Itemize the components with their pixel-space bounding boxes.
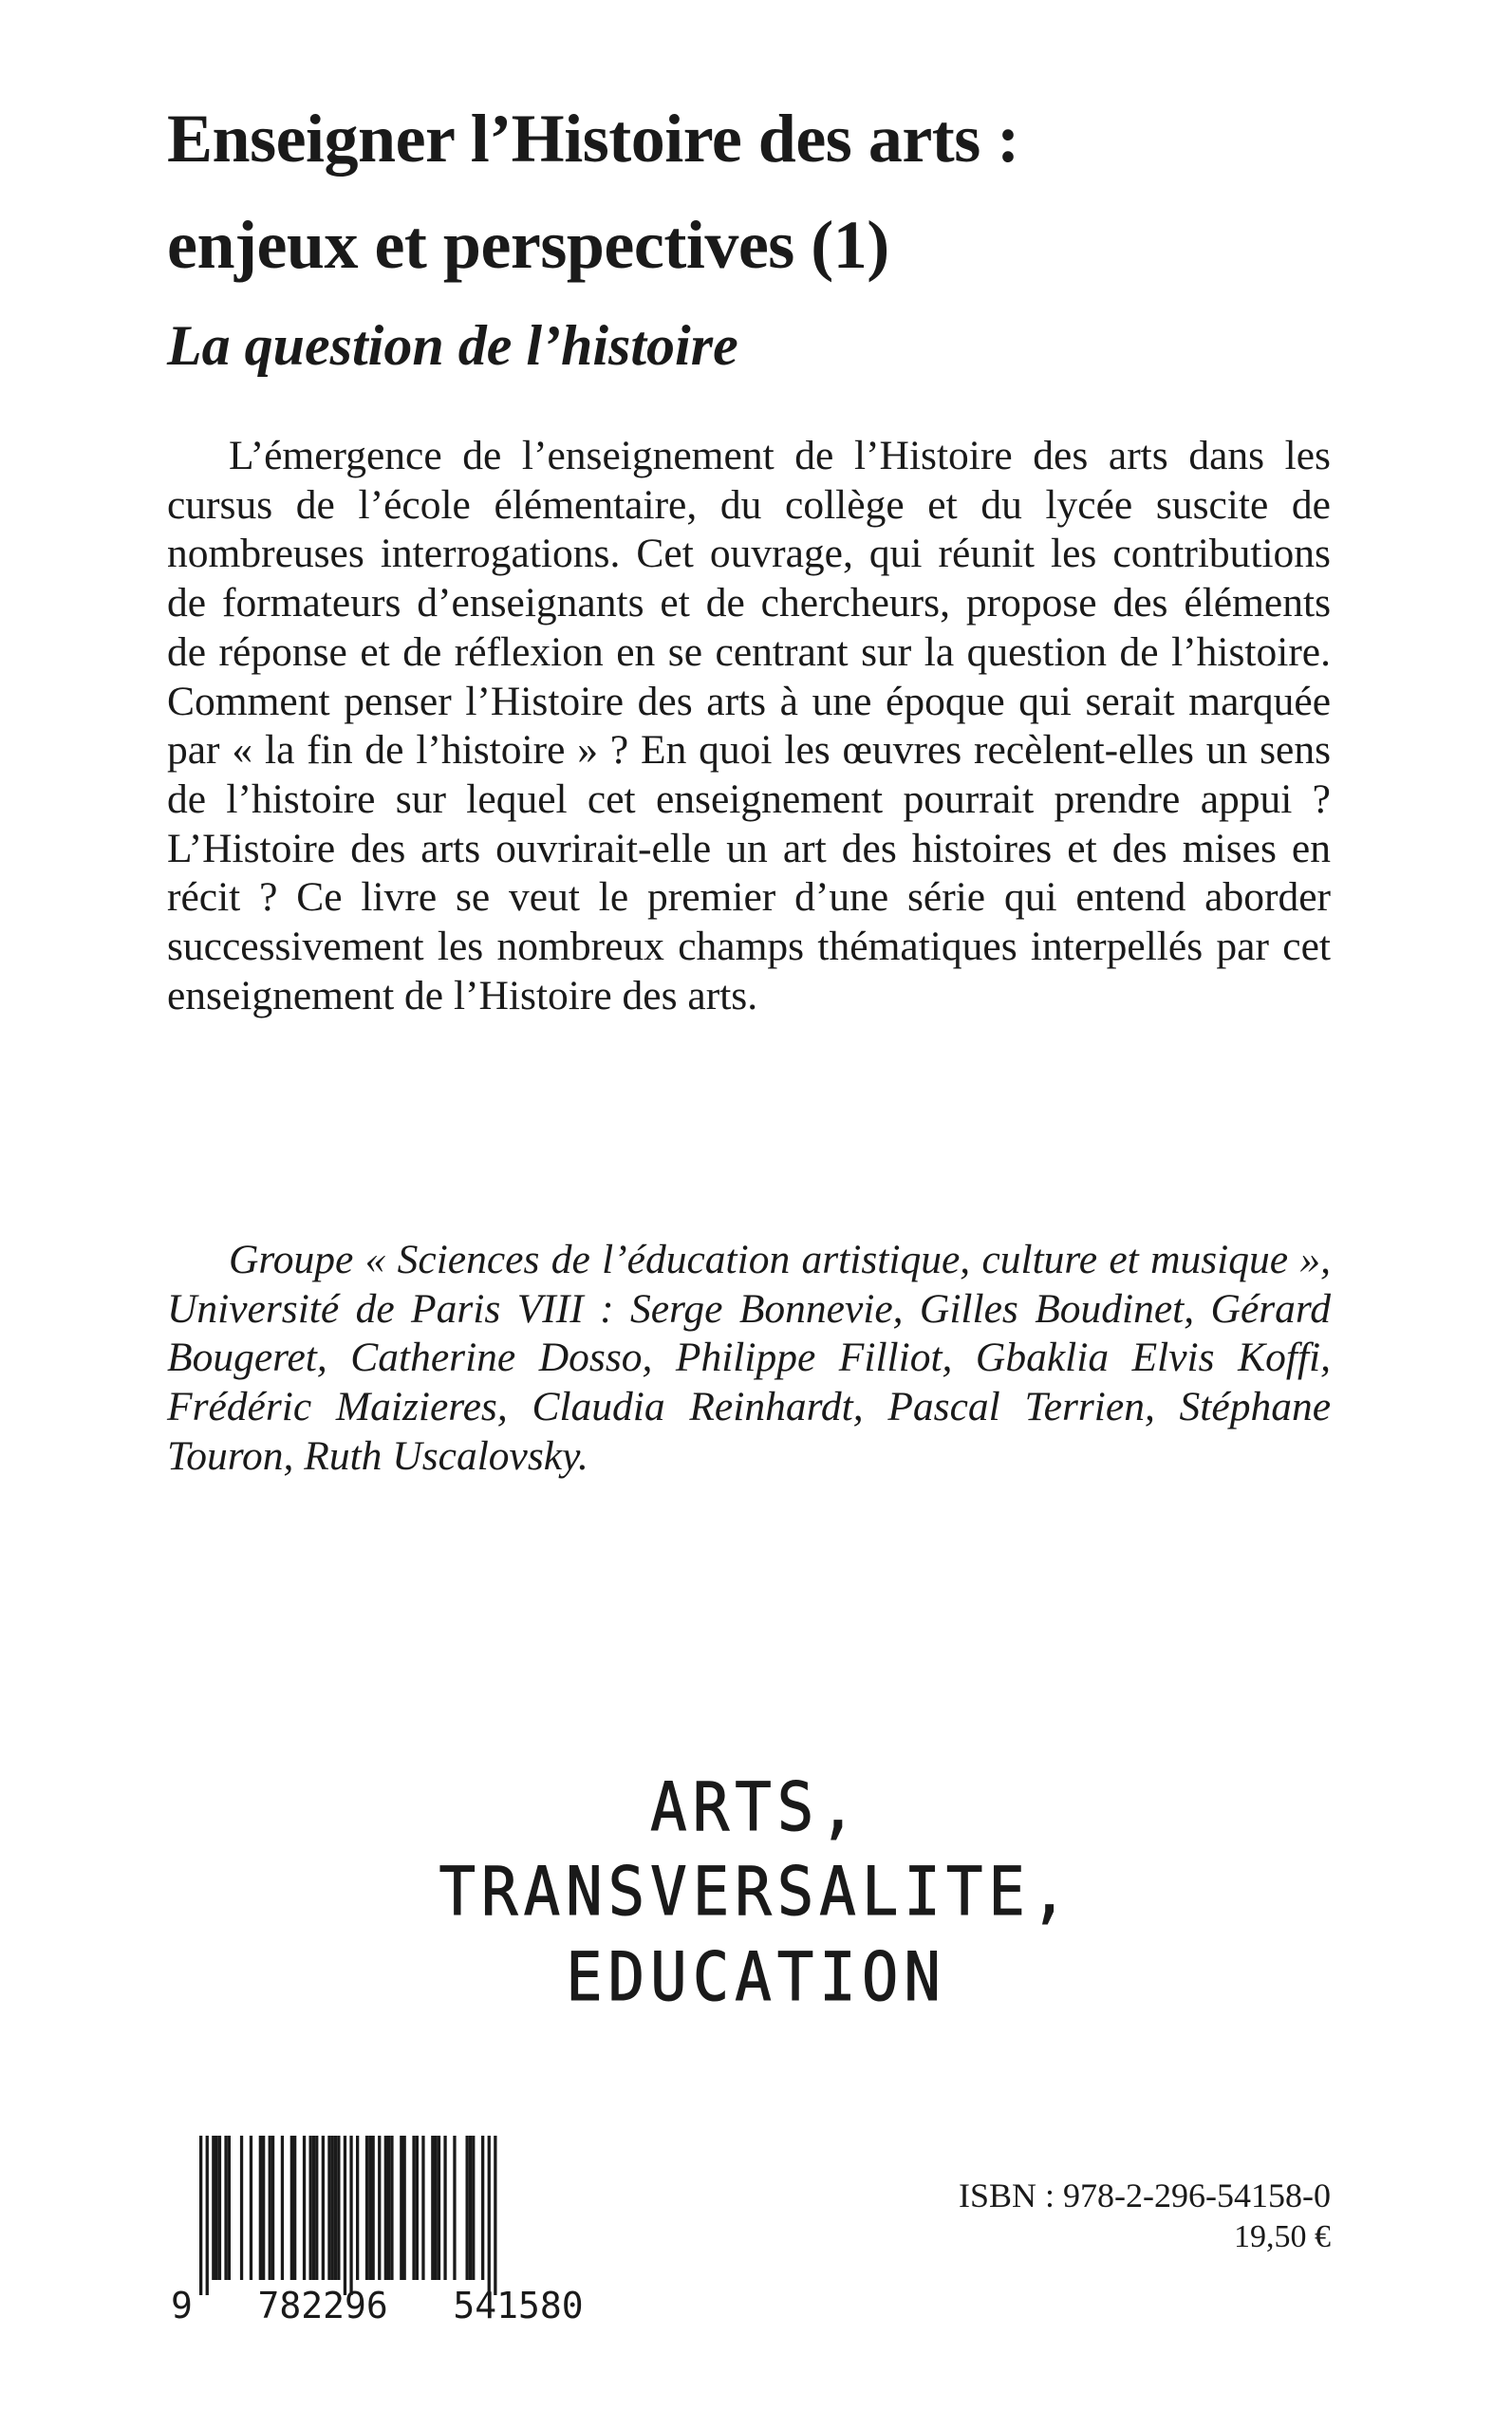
barcode-bar [416,2136,419,2280]
barcode-bar [372,2136,375,2280]
barcode-bar [368,2136,371,2280]
barcode-bar [453,2136,456,2280]
barcode-bar [281,2136,284,2280]
series-name-line-2: TRANSVERSALITE, [439,1854,1073,1932]
price: 19,50 € [1234,2219,1331,2254]
barcode-bar [403,2136,406,2280]
barcode-bar [250,2136,252,2280]
barcode-bar [206,2136,209,2295]
barcode-bar [322,2136,325,2280]
barcode-bar [378,2136,381,2280]
barcode-bar [259,2136,262,2280]
barcode-bar [438,2136,440,2280]
barcode-bar [312,2136,315,2280]
barcode-bar [387,2136,390,2280]
barcode-bar [384,2136,387,2280]
barcode-bar [240,2136,243,2280]
series-name-line-3: EDUCATION [566,1939,946,2017]
barcode-bar [303,2136,306,2280]
barcode-bar [215,2136,218,2280]
barcode-bar [488,2136,491,2295]
barcode-bar [472,2136,475,2280]
barcode-bar [290,2136,293,2280]
barcode-bar [400,2136,402,2280]
barcode-bar [334,2136,337,2280]
barcode-bar [269,2136,271,2280]
barcode-bar [431,2136,434,2280]
barcode-bar [337,2136,340,2280]
barcode-bar [218,2136,221,2280]
book-title-line-1: Enseigner l’Histoire des arts : [167,101,1019,177]
barcode-bar [481,2136,484,2280]
barcode-bar [228,2136,231,2280]
book-authors: Groupe « Sciences de l’éducation artistique, culture et musique », Université de Paris VIII : Serge Bonnevie, Gilles Boudinet, Gérard Bougeret, Catherine Dosso, Philippe Filliot, Gbaklia Elvis Koffi, Frédéric Maizieres, Claudia Reinhardt, Pascal Terrien, Stéphane Touron, Ruth Uscalovsky. [167,1237,1331,1479]
book-subtitle: La question de l’histoire [167,314,738,377]
barcode-bars [199,2136,497,2295]
barcode-bar [212,2136,215,2280]
isbn-number: ISBN : 978-2-296-54158-0 [959,2176,1331,2214]
barcode-bar [331,2136,334,2280]
barcode-bar [327,2136,330,2280]
series-name-line-1: ARTS, [650,1769,862,1847]
barcode-bar [390,2136,393,2280]
barcode-bar [315,2136,318,2280]
barcode-digits: 9 782296 541580 [171,2285,584,2326]
barcode-bar [365,2136,368,2280]
barcode-bar [466,2136,469,2280]
barcode-bar [443,2136,446,2280]
barcode-bar [344,2136,346,2295]
barcode-bar [309,2136,312,2280]
barcode-bar [421,2136,424,2280]
barcode-bar [271,2136,274,2280]
barcode-bar [349,2136,352,2295]
barcode-bar [224,2136,227,2280]
barcode-bar [469,2136,472,2280]
barcode-bar [494,2136,496,2295]
barcode [171,2136,584,2326]
barcode-bar [435,2136,438,2280]
barcode-bar [199,2136,202,2295]
book-description: L’émergence de l’enseignement de l’Histoire des arts dans les cursus de l’école élémentaire, du collège et du lycée suscite de nombreuses interrogations. Cet ouvrage, qui réunit les contributions de formateurs d’enseignants et de chercheurs, propose des éléments de réponse et de réflexion en se centrant sur la question de l’histoire. Comment penser l’Histoire des arts à une époque qui serait marquée par « la fin de l’histoire » ? En quoi les œuvres recèlent-elles un sens de l’histoire sur lequel cet enseignement pourrait prendre appui ? L’Histoire des arts ouvrirait-elle un art des histoires et des mises en récit ? Ce livre se veut le premier d’une série qui entend aborder successivement les nombreux champs thématiques interpellés par cet enseignement de l’Histoire des arts. [167,433,1331,1018]
book-title-line-2: enjeux et perspectives (1) [167,207,889,283]
barcode-bar [262,2136,265,2280]
barcode-bar [293,2136,296,2280]
barcode-bar [356,2136,359,2280]
barcode-bar [412,2136,415,2280]
